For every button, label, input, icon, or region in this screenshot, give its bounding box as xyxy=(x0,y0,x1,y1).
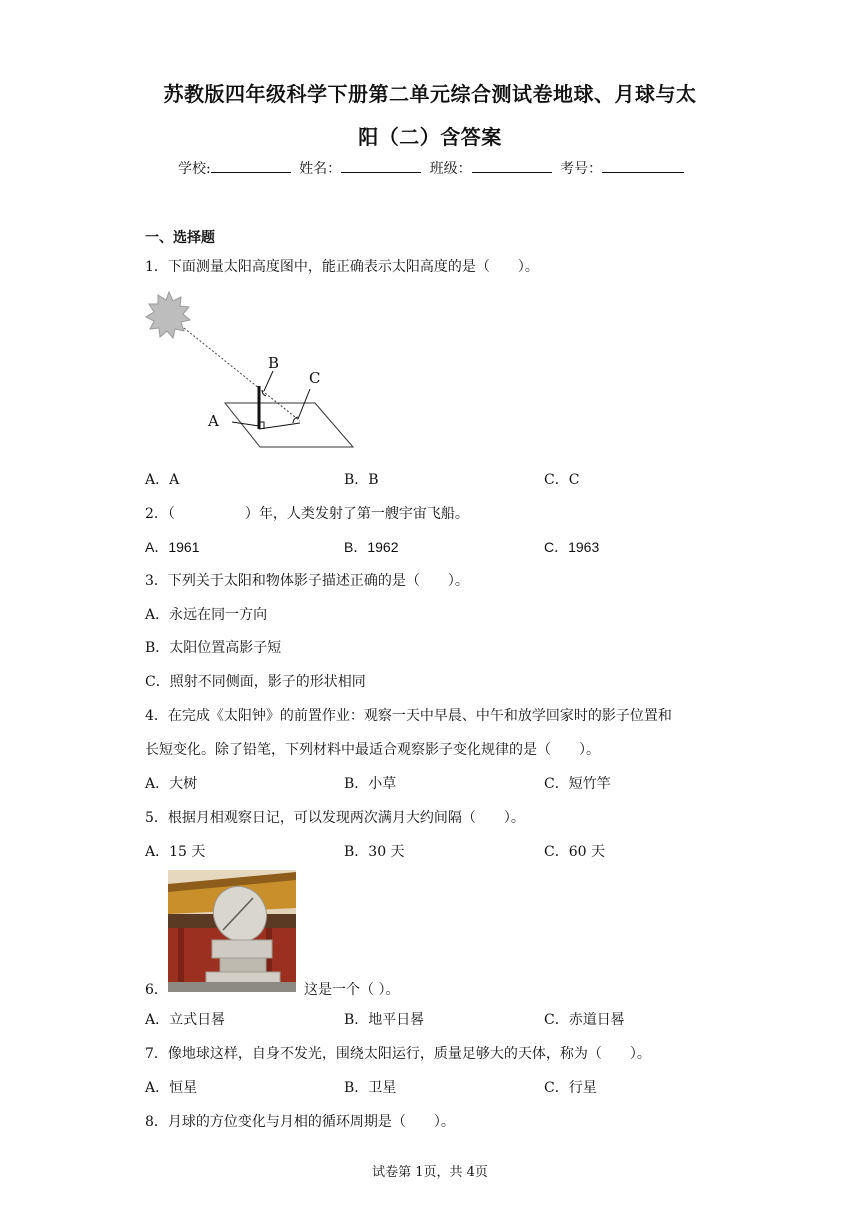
label-c: C xyxy=(309,369,321,387)
pedestal-top xyxy=(212,940,272,958)
school-blank[interactable] xyxy=(211,158,291,173)
angle-c-arc xyxy=(293,417,298,423)
name-label: 姓名： xyxy=(299,161,342,177)
exam-no-blank[interactable] xyxy=(602,158,684,173)
exam-no-label: 考号： xyxy=(560,161,603,177)
q3-option-c[interactable]: C．照射不同侧面，影子的形状相同 xyxy=(145,674,366,690)
sundial-photo xyxy=(168,870,296,992)
question-6-number: 6． xyxy=(145,982,168,998)
shadow-line xyxy=(259,423,300,429)
question-3: 3．下列关于太阳和物体影子描述正确的是（ ）。 xyxy=(145,573,469,589)
doc-title-line1: 苏教版四年级科学下册第二单元综合测试卷地球、月球与太 xyxy=(163,82,697,106)
q6-option-b[interactable]: B．地平日晷 xyxy=(344,1012,425,1028)
label-b: B xyxy=(268,354,280,372)
q2-option-b[interactable]: B．1962 xyxy=(344,539,399,555)
doc-title-line2: 阳（二）含答案 xyxy=(358,125,502,149)
q3-option-a[interactable]: A．永远在同一方向 xyxy=(145,607,268,623)
q4-option-c[interactable]: C．短竹竿 xyxy=(544,776,611,792)
q3-option-b[interactable]: B．太阳位置高影子短 xyxy=(145,640,282,656)
school-label: 学校: xyxy=(178,161,211,177)
q5-option-b[interactable]: B．30 天 xyxy=(344,844,405,860)
question-4-line1: 4．在完成《太阳钟》的前置作业：观察一天中早晨、中午和放学回家时的影子位置和 xyxy=(145,708,672,724)
q6-option-a[interactable]: A．立式日晷 xyxy=(145,1012,226,1028)
sun-ray-line xyxy=(184,328,300,421)
q2-option-c[interactable]: C．1963 xyxy=(544,539,600,555)
label-a: A xyxy=(208,412,219,430)
question-1: 1．下面测量太阳高度图中，能正确表示太阳高度的是（ ）。 xyxy=(145,259,539,275)
q1-option-c[interactable]: C．C xyxy=(544,472,580,488)
label-c-leader xyxy=(298,389,310,419)
question-8: 8．月球的方位变化与月相的循环周期是（ ）。 xyxy=(145,1114,455,1130)
q1-option-b[interactable]: B．B xyxy=(344,472,379,488)
q6-option-c[interactable]: C．赤道日晷 xyxy=(544,1012,625,1028)
q1-option-a[interactable]: A．A xyxy=(145,472,180,488)
student-info-line xyxy=(178,158,688,178)
q5-option-a[interactable]: A．15 天 xyxy=(145,844,206,860)
q4-option-a[interactable]: A．大树 xyxy=(145,776,198,792)
question-7: 7．像地球这样，自身不发光，围绕太阳运行，质量足够大的天体，称为（ ）。 xyxy=(145,1046,651,1062)
question-6: 这是一个（ ）。 xyxy=(304,982,400,998)
question-5: 5．根据月相观察日记，可以发现两次满月大约间隔（ ）。 xyxy=(145,810,525,826)
sun-altitude-diagram xyxy=(140,286,370,456)
q2-option-a[interactable]: A．1961 xyxy=(145,539,200,555)
section-heading-choice: 一、选择题 xyxy=(145,230,215,246)
label-b-leader xyxy=(264,371,273,391)
q7-option-c[interactable]: C．行星 xyxy=(544,1080,597,1096)
q4-option-b[interactable]: B．小草 xyxy=(344,776,397,792)
class-label: 班级： xyxy=(429,161,472,177)
class-blank[interactable] xyxy=(472,158,552,173)
label-a-leader xyxy=(232,422,259,426)
page-footer: 试卷第 1页，共 4页 xyxy=(372,1165,488,1180)
question-2: 2．（ ）年，人类发射了第一艘宇宙飞船。 xyxy=(145,506,469,522)
name-blank[interactable] xyxy=(341,158,421,173)
sun-icon xyxy=(146,292,190,338)
question-4-line2: 长短变化。除了铅笔，下列材料中最适合观察影子变化规律的是（ ）。 xyxy=(145,742,600,758)
q5-option-c[interactable]: C．60 天 xyxy=(544,844,605,860)
q7-option-a[interactable]: A．恒星 xyxy=(145,1080,198,1096)
q7-option-b[interactable]: B．卫星 xyxy=(344,1080,397,1096)
